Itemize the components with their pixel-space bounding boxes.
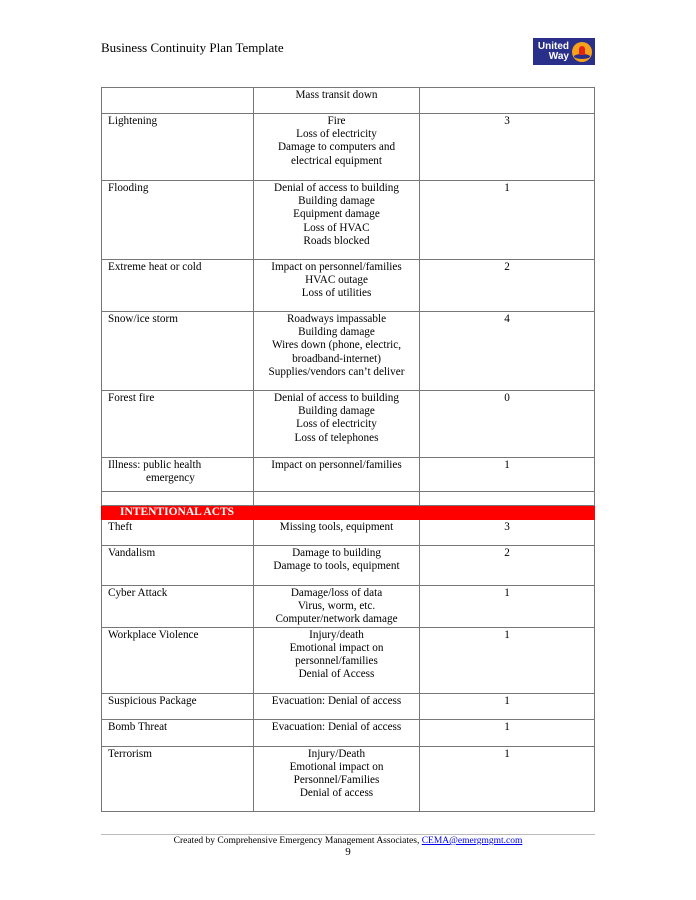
impact-line: Loss of utilities [301, 287, 372, 300]
hazard-table [101, 87, 595, 812]
footer-email-link[interactable]: CEMA@emergmgmt.com [421, 836, 523, 846]
table-row [102, 693, 595, 719]
impact-line: Denial of access to building [274, 392, 399, 404]
rating-cell [420, 746, 595, 811]
hazard-cell [102, 627, 254, 693]
hazard-name: Cyber Attack [108, 587, 168, 599]
rating-cell [420, 181, 595, 260]
hazard-name: Theft [108, 521, 133, 533]
hazard-cell [102, 260, 254, 312]
impact-cell [254, 181, 420, 260]
table-row [102, 458, 595, 492]
rating-cell [420, 312, 595, 391]
table-row [102, 260, 595, 312]
impact-line: Loss of telephones [294, 431, 379, 444]
footer-credit: Created by Comprehensive Emergency Management Associates, [173, 836, 422, 846]
rating-value: 2 [504, 547, 510, 559]
rating-cell [420, 693, 595, 719]
rating-value: 4 [504, 313, 510, 325]
impact-cell [254, 492, 420, 506]
impact-cell [254, 627, 420, 693]
rating-cell [420, 458, 595, 492]
impact-cell [254, 719, 420, 746]
hazard-name: Terrorism [108, 747, 152, 760]
impact-line: Equipment damage [293, 208, 380, 221]
impact-cell [254, 391, 420, 458]
table-row [102, 391, 595, 458]
impact-cell [254, 88, 420, 114]
impact-line: Impact on personnel/families [271, 459, 402, 471]
rating-cell [420, 719, 595, 746]
impact-line: Injury/Death [307, 747, 366, 760]
impact-line: Computer/network damage [275, 613, 398, 626]
impact-line: Loss of electricity [296, 418, 377, 431]
impact-line: Denial of access to building [274, 182, 399, 194]
footer-divider [101, 834, 595, 835]
rating-cell [420, 88, 595, 114]
impact-line: Damage/loss of data [290, 587, 383, 599]
rating-cell [420, 546, 595, 586]
impact-cell [254, 458, 420, 492]
impact-cell [254, 260, 420, 312]
hazard-cell [102, 746, 254, 811]
impact-line: Building damage [298, 326, 375, 339]
rating-cell [420, 391, 595, 458]
logo-line1: United [537, 40, 569, 52]
table-row [102, 586, 595, 628]
rating-value: 1 [504, 182, 510, 194]
rating-value: 1 [504, 587, 510, 599]
hazard-cell [102, 391, 254, 458]
document-header-title: Business Continuity Plan Template [101, 40, 284, 55]
impact-line: Building damage [298, 405, 375, 418]
rating-cell [420, 586, 595, 628]
logo-line2: Way [548, 50, 569, 62]
hazard-cell [102, 546, 254, 586]
impact-line: Personnel/Families [293, 774, 380, 787]
hazard-name: Workplace Violence [108, 628, 199, 641]
impact-line: Wires down (phone, electric, [271, 339, 402, 352]
table-row [102, 627, 595, 693]
hazard-name: Flooding [108, 182, 149, 194]
table-row [102, 520, 595, 546]
rating-value: 1 [504, 459, 510, 471]
hazard-cell [102, 181, 254, 260]
rating-cell [420, 114, 595, 181]
table-row [102, 312, 595, 391]
rating-cell [420, 627, 595, 693]
rating-value: 1 [504, 628, 510, 641]
section-header-intentional-acts [102, 506, 595, 520]
impact-line: Damage to building [292, 547, 381, 559]
impact-cell [254, 312, 420, 391]
impact-cell [254, 546, 420, 586]
hazard-name: Lightening [108, 115, 158, 127]
hazard-name: Vandalism [108, 547, 156, 559]
impact-line: Loss of HVAC [303, 221, 370, 234]
hazard-cell [102, 520, 254, 546]
hazard-name-cont: emergency [146, 472, 195, 485]
impact-line: Evacuation: Denial of access [271, 694, 402, 707]
rating-cell [420, 260, 595, 312]
table-row [102, 88, 595, 114]
impact-line: Roadways impassable [286, 313, 387, 325]
logo-text [533, 42, 571, 62]
section-label: INTENTIONAL ACTS [120, 506, 235, 518]
impact-cell [254, 746, 420, 811]
hazard-cell [102, 719, 254, 746]
impact-line: Roads blocked [303, 234, 370, 247]
hazard-cell [102, 88, 254, 114]
rating-value: 3 [504, 521, 510, 533]
hazard-cell [102, 693, 254, 719]
hazard-name: Extreme heat or cold [108, 261, 202, 273]
impact-cell [254, 586, 420, 628]
rating-value: 1 [504, 720, 510, 733]
impact-line: Injury/death [309, 628, 364, 641]
hazard-cell [102, 312, 254, 391]
impact-line: broadband-internet) [292, 352, 381, 365]
impact-line: personnel/families [295, 655, 378, 668]
impact-cell [254, 693, 420, 719]
hazard-name: Illness: public health [108, 459, 202, 471]
impact-line: electrical equipment [290, 154, 382, 167]
rating-value: 1 [504, 694, 510, 707]
impact-line: Virus, worm, etc. [297, 600, 376, 613]
page-footer [101, 836, 595, 858]
hazard-name: Bomb Threat [108, 720, 168, 733]
impact-cell [254, 520, 420, 546]
rating-value: 0 [504, 392, 510, 404]
impact-line: Damage to computers and [277, 141, 396, 154]
hazard-name: Suspicious Package [108, 694, 197, 707]
table-row [102, 719, 595, 746]
impact-line: Building damage [298, 195, 375, 208]
united-way-logo [533, 38, 595, 65]
impact-line: Emotional impact on [289, 641, 384, 654]
rating-cell [420, 492, 595, 506]
impact-cell [254, 114, 420, 181]
rating-value: 3 [504, 115, 510, 127]
impact-line: Supplies/vendors can’t deliver [268, 365, 405, 378]
impact-line: Impact on personnel/families [271, 261, 402, 273]
hazard-cell [102, 458, 254, 492]
rating-value: 1 [504, 747, 510, 760]
rating-cell [420, 520, 595, 546]
hazard-name: Forest fire [108, 392, 155, 404]
impact-line: Emotional impact on [289, 760, 384, 773]
hazard-cell [102, 492, 254, 506]
impact-line: Damage to tools, equipment [273, 560, 400, 573]
table-row [102, 114, 595, 181]
hazard-cell [102, 586, 254, 628]
table-row [102, 181, 595, 260]
impact-line: Denial of access [299, 787, 374, 800]
impact-line: Loss of electricity [296, 128, 377, 141]
hazard-name: Snow/ice storm [108, 313, 178, 325]
impact-line: Mass transit down [295, 89, 378, 101]
page-number: 9 [345, 846, 351, 858]
rating-value: 2 [504, 261, 510, 273]
impact-line: Fire [327, 115, 346, 127]
table-row [102, 746, 595, 811]
hazard-cell [102, 114, 254, 181]
logo-emblem-icon [572, 42, 592, 62]
table-row [102, 546, 595, 586]
impact-line: Denial of Access [298, 668, 375, 681]
table-row [102, 492, 595, 506]
impact-line: Evacuation: Denial of access [271, 720, 402, 733]
impact-line: Missing tools, equipment [279, 521, 394, 533]
impact-line: HVAC outage [305, 274, 368, 287]
